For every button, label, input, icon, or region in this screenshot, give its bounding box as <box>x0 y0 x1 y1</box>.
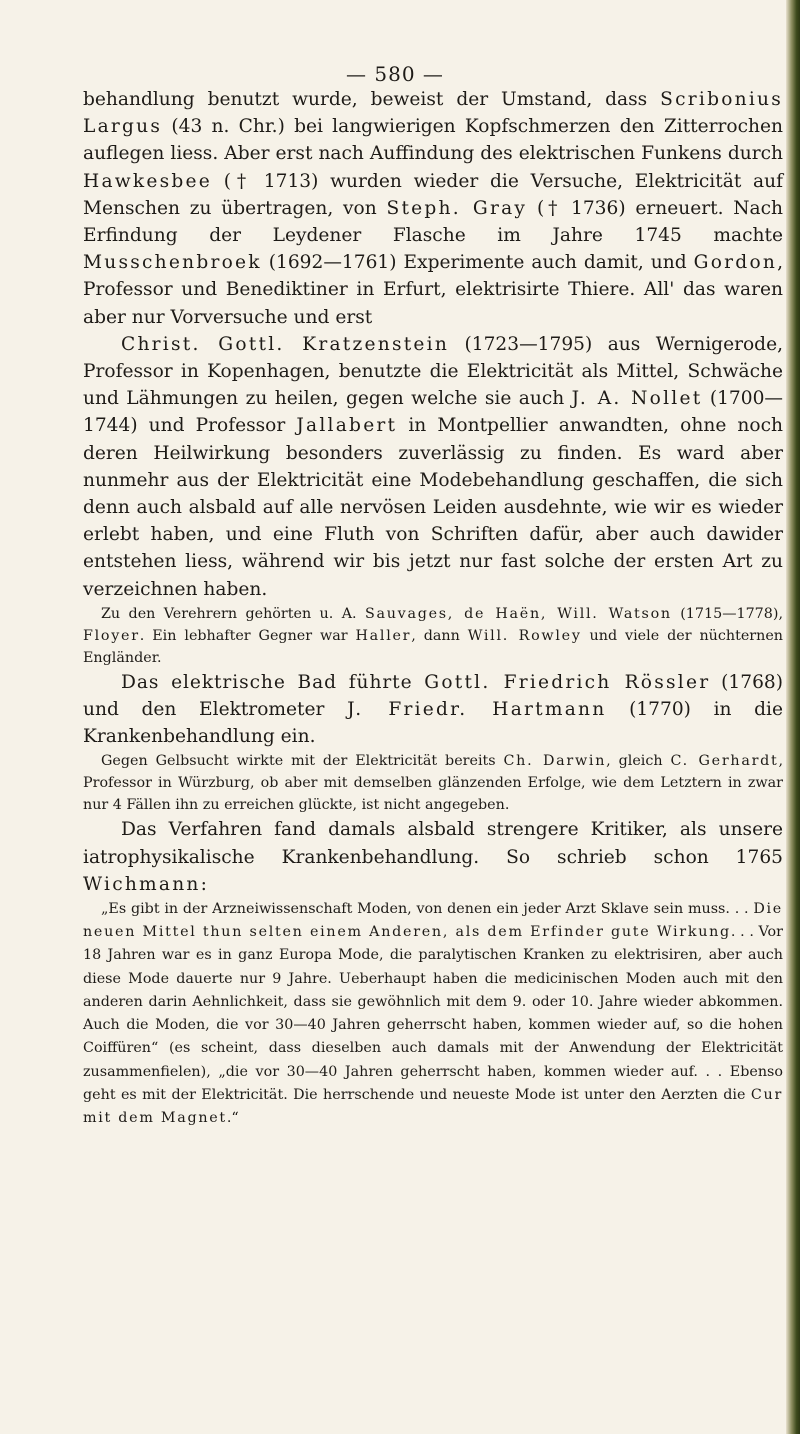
person-name: Scribonius Largus <box>83 89 783 138</box>
person-name: Jallabert <box>296 415 398 437</box>
person-name: Gordon <box>693 252 778 274</box>
text-run: , gleich <box>606 753 671 770</box>
page-edge-binding <box>786 0 800 1434</box>
quote-wichmann <box>83 898 783 1130</box>
text-column <box>83 86 783 1130</box>
text-run: (43 n. Chr.) bei langwierigen Kopfschmerzen den Zitterrochen auflegen liess. Aber erst nach Auffindung des elektrischen Funkens durch <box>83 116 783 165</box>
text-run: (1723—1795) aus Wernigerode, Professor in Kopenhagen, benutzte die Elektricität als Mittel, Schwäche und Lähmungen zu heilen, gegen welche sie auch <box>83 333 783 410</box>
text-run: , dann <box>411 627 468 644</box>
person-name: Wichmann <box>83 873 201 895</box>
paragraph-electric-bath <box>83 669 783 751</box>
person-name: Haller <box>355 627 412 644</box>
person-name: C. Gerhardt <box>670 753 779 770</box>
text-run: (1692—1761) Experimente auch damit, und <box>261 252 694 274</box>
note-admirers <box>83 603 783 669</box>
person-name: Musschenbroek <box>83 252 262 274</box>
text-run: (1715—1778), <box>671 605 783 622</box>
text-run: († 1713) wurden wieder die Versuche, Elektricität auf Menschen zu übertragen, von <box>83 170 783 219</box>
person-name: Ch. Darwin <box>503 753 607 770</box>
paragraph-critics <box>83 816 783 898</box>
text-run: : <box>200 873 207 895</box>
text-run: (1700—1744) und Professor <box>83 388 784 437</box>
text-run: Gegen Gelbsucht wirkte mit der Elektricität bereits <box>101 753 504 770</box>
text-run: .“ <box>226 1109 239 1126</box>
text-run: († 1736) erneuert. Nach Erfindung der Leydener Flasche im Jahre 1745 machte <box>83 197 784 247</box>
emphasized-text: Die neuen Mittel thun selten einem Anderen, als dem Erfinder gute Wirkung <box>83 901 783 941</box>
person-name: Hawkesbee <box>83 170 213 192</box>
text-run: und viele der nüchternen Engländer. <box>83 627 783 666</box>
person-name: Steph. Gray <box>386 197 528 219</box>
text-run: behandlung benutzt wurde, beweist der Umstand, dass <box>83 89 661 110</box>
note-jaundice <box>83 750 783 816</box>
text-run: in Montpellier anwandten, ohne noch deren Heilwirkung besonders zuverlässig zu finden. Es ward aber nunmehr aus der Elektricität eine Modebehandlung geschaffen, die sich denn auch alsbald auf alle nervösen Leiden ausdehnte, wie wir es wieder erlebt haben, und eine Fluth von Schriften dafür, aber auch dawider entstehen liess, während wir bis jetzt nur fast solche der ersten Art zu verzeichnen haben. <box>83 415 783 600</box>
paragraph-electrotherapy-history <box>83 86 783 331</box>
text-run: Das elektrische Bad führte <box>121 671 425 693</box>
text-run: „Es gibt in der Arzneiwissenschaft Moden, von denen ein jeder Arzt Sklave sein muss. . . <box>101 901 754 918</box>
emphasized-text: Cur mit dem Magnet <box>83 1086 783 1126</box>
text-run: , Professor und Benediktiner in Erfurt, elektrisirte Thiere. All' das waren aber nur Vorversuche und erst <box>83 252 783 328</box>
text-run: (1770) in die Krankenbehandlung ein. <box>83 699 784 748</box>
text-run: (1768) und den Elektrometer <box>83 671 783 721</box>
text-run: . Ein lebhafter Gegner war <box>139 627 356 644</box>
text-run: Das Verfahren fand damals alsbald strengere Kritiker, als unsere iatrophysikalische Krankenbehandlung. So schrieb schon 1765 <box>83 819 783 868</box>
person-name: J. A. Nollet <box>571 388 703 410</box>
person-name: Gottl. Friedrich Rössler <box>424 671 711 693</box>
text-run: , Professor in Würzburg, ob aber mit demselben glänzenden Erfolge, wie dem Letztern in zwar nur 4 Fällen ihn zu erreichen glückte, ist nicht angegeben. <box>83 753 783 814</box>
person-name: J. Friedr. Hartmann <box>347 699 607 721</box>
person-name: Christ. Gottl. Kratzenstein <box>121 333 450 355</box>
text-run: . . . Vor 18 Jahren war es in ganz Europa Mode, die paralytischen Kranken zu elektrisiren, aber auch diese Mode dauerte nur 9 Jahre. Ueberhaupt haben die medicinischen Moden auch mit den anderen darin Aehnlichkeit, dass sie gewöhnlich mit dem 9. oder 10. Jahre wieder abkommen. Auch die Moden, die vor 30—40 Jahren geherrscht haben, kommen wieder auf, so die hohen Coiffüren“ (es scheint, dass dieselben auch damals mit der Anwendung der Elektricität zusammenfielen), „die vor 30—40 Jahren geherrscht haben, kommen wieder auf. . . Ebenso geht es mit der Elektricität. Die herrschende und neueste Mode ist unter den Aerzten die <box>83 924 783 1103</box>
paragraph-kratzenstein <box>83 331 783 603</box>
text-run: Zu den Verehrern gehörten u. A. <box>101 605 365 622</box>
page-number: — 580 — <box>346 62 444 86</box>
person-name: Floyer <box>83 627 140 644</box>
person-name: Will. Rowley <box>467 627 582 644</box>
person-name: Sauvages, de Haën, Will. Watson <box>365 605 672 622</box>
